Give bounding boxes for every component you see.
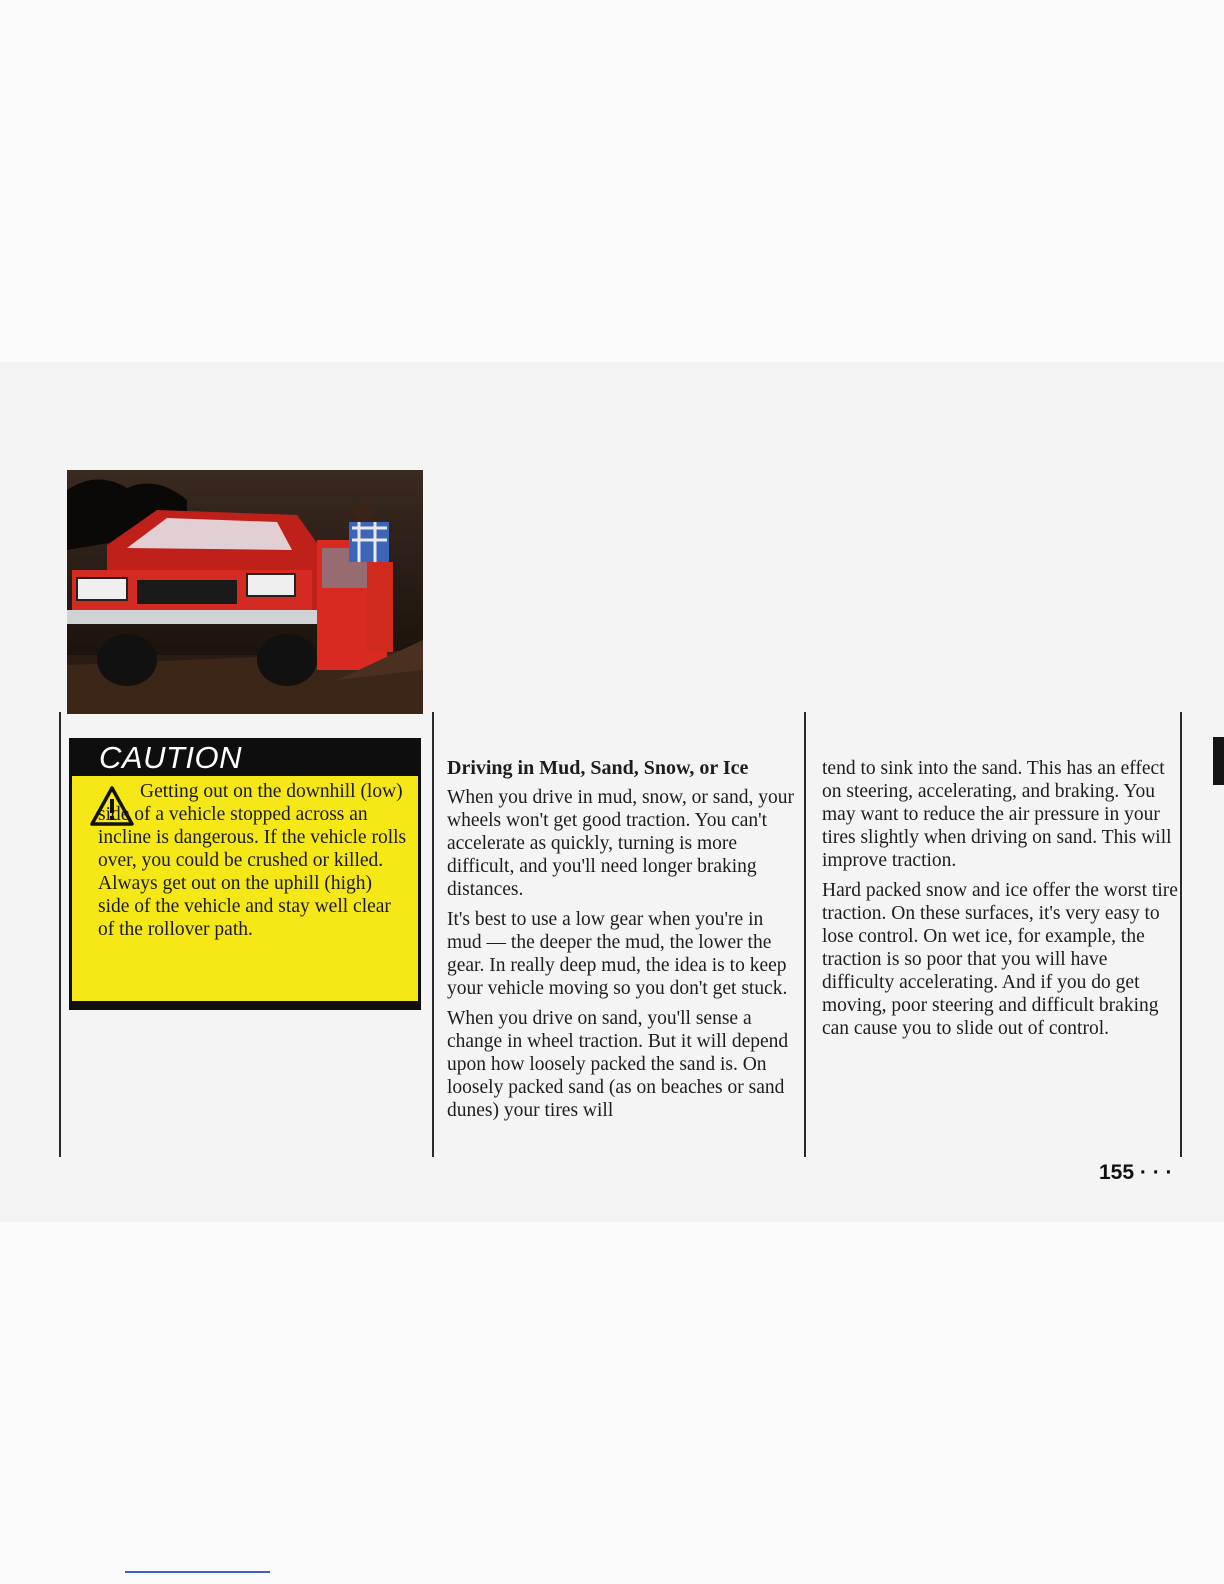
pickup-truck-photo — [67, 470, 423, 714]
caution-panel — [72, 776, 418, 1001]
column-rule-far-right — [1180, 712, 1182, 1157]
paragraph: It's best to use a low gear when you're in mud — the deeper the mud, the lower the gear. In really deep mud, the idea is to keep your vehicle moving so you don't get stuck. — [447, 909, 788, 999]
paragraph: When you drive in mud, snow, or sand, your wheels won't get good traction. You can't accelerate as quickly, turning is more difficult, and you'll need longer braking distances. — [447, 787, 794, 900]
footer-underline — [125, 1571, 270, 1573]
column-rule-middle — [432, 712, 434, 1157]
paragraph: tend to sink into the sand. This has an effect on steering, accelerating, and braking. You may want to reduce the air pressure in your tires slightly when driving on sand. This will improve traction. — [822, 758, 1172, 871]
paragraph: Hard packed snow and ice offer the worst tire traction. On these surfaces, it's very easy to lose control. On wet ice, for example, the traction is so poor that you will have difficulty accelerating. And if you do get moving, poor steering and difficult braking can cause you to slide out of control. — [822, 880, 1178, 1039]
caution-box — [69, 738, 421, 1010]
section-heading: Driving in Mud, Sand, Snow, or Ice — [447, 757, 749, 779]
middle-column — [447, 757, 802, 1129]
paragraph: When you drive on sand, you'll sense a change in wheel traction. But it will depend upon how loosely packed the sand is. On loosely packed sand (as on beaches or sand dunes) your tires will — [447, 1008, 789, 1121]
page-number: 155 · · · — [1099, 1161, 1173, 1184]
caution-text: Getting out on the downhill (low) side of a vehicle stopped across an incline is dangerous. If the vehicle rolls over, you could be crushed or killed. Always get out on the uphill (high) side of the vehicle and stay well clear of the rollover path. — [98, 781, 407, 940]
column-rule-left — [59, 712, 61, 1157]
column-rule-right — [804, 712, 806, 1157]
right-column — [822, 757, 1178, 1047]
caution-title: CAUTION — [99, 740, 242, 775]
section-tab-marker — [1213, 737, 1224, 785]
